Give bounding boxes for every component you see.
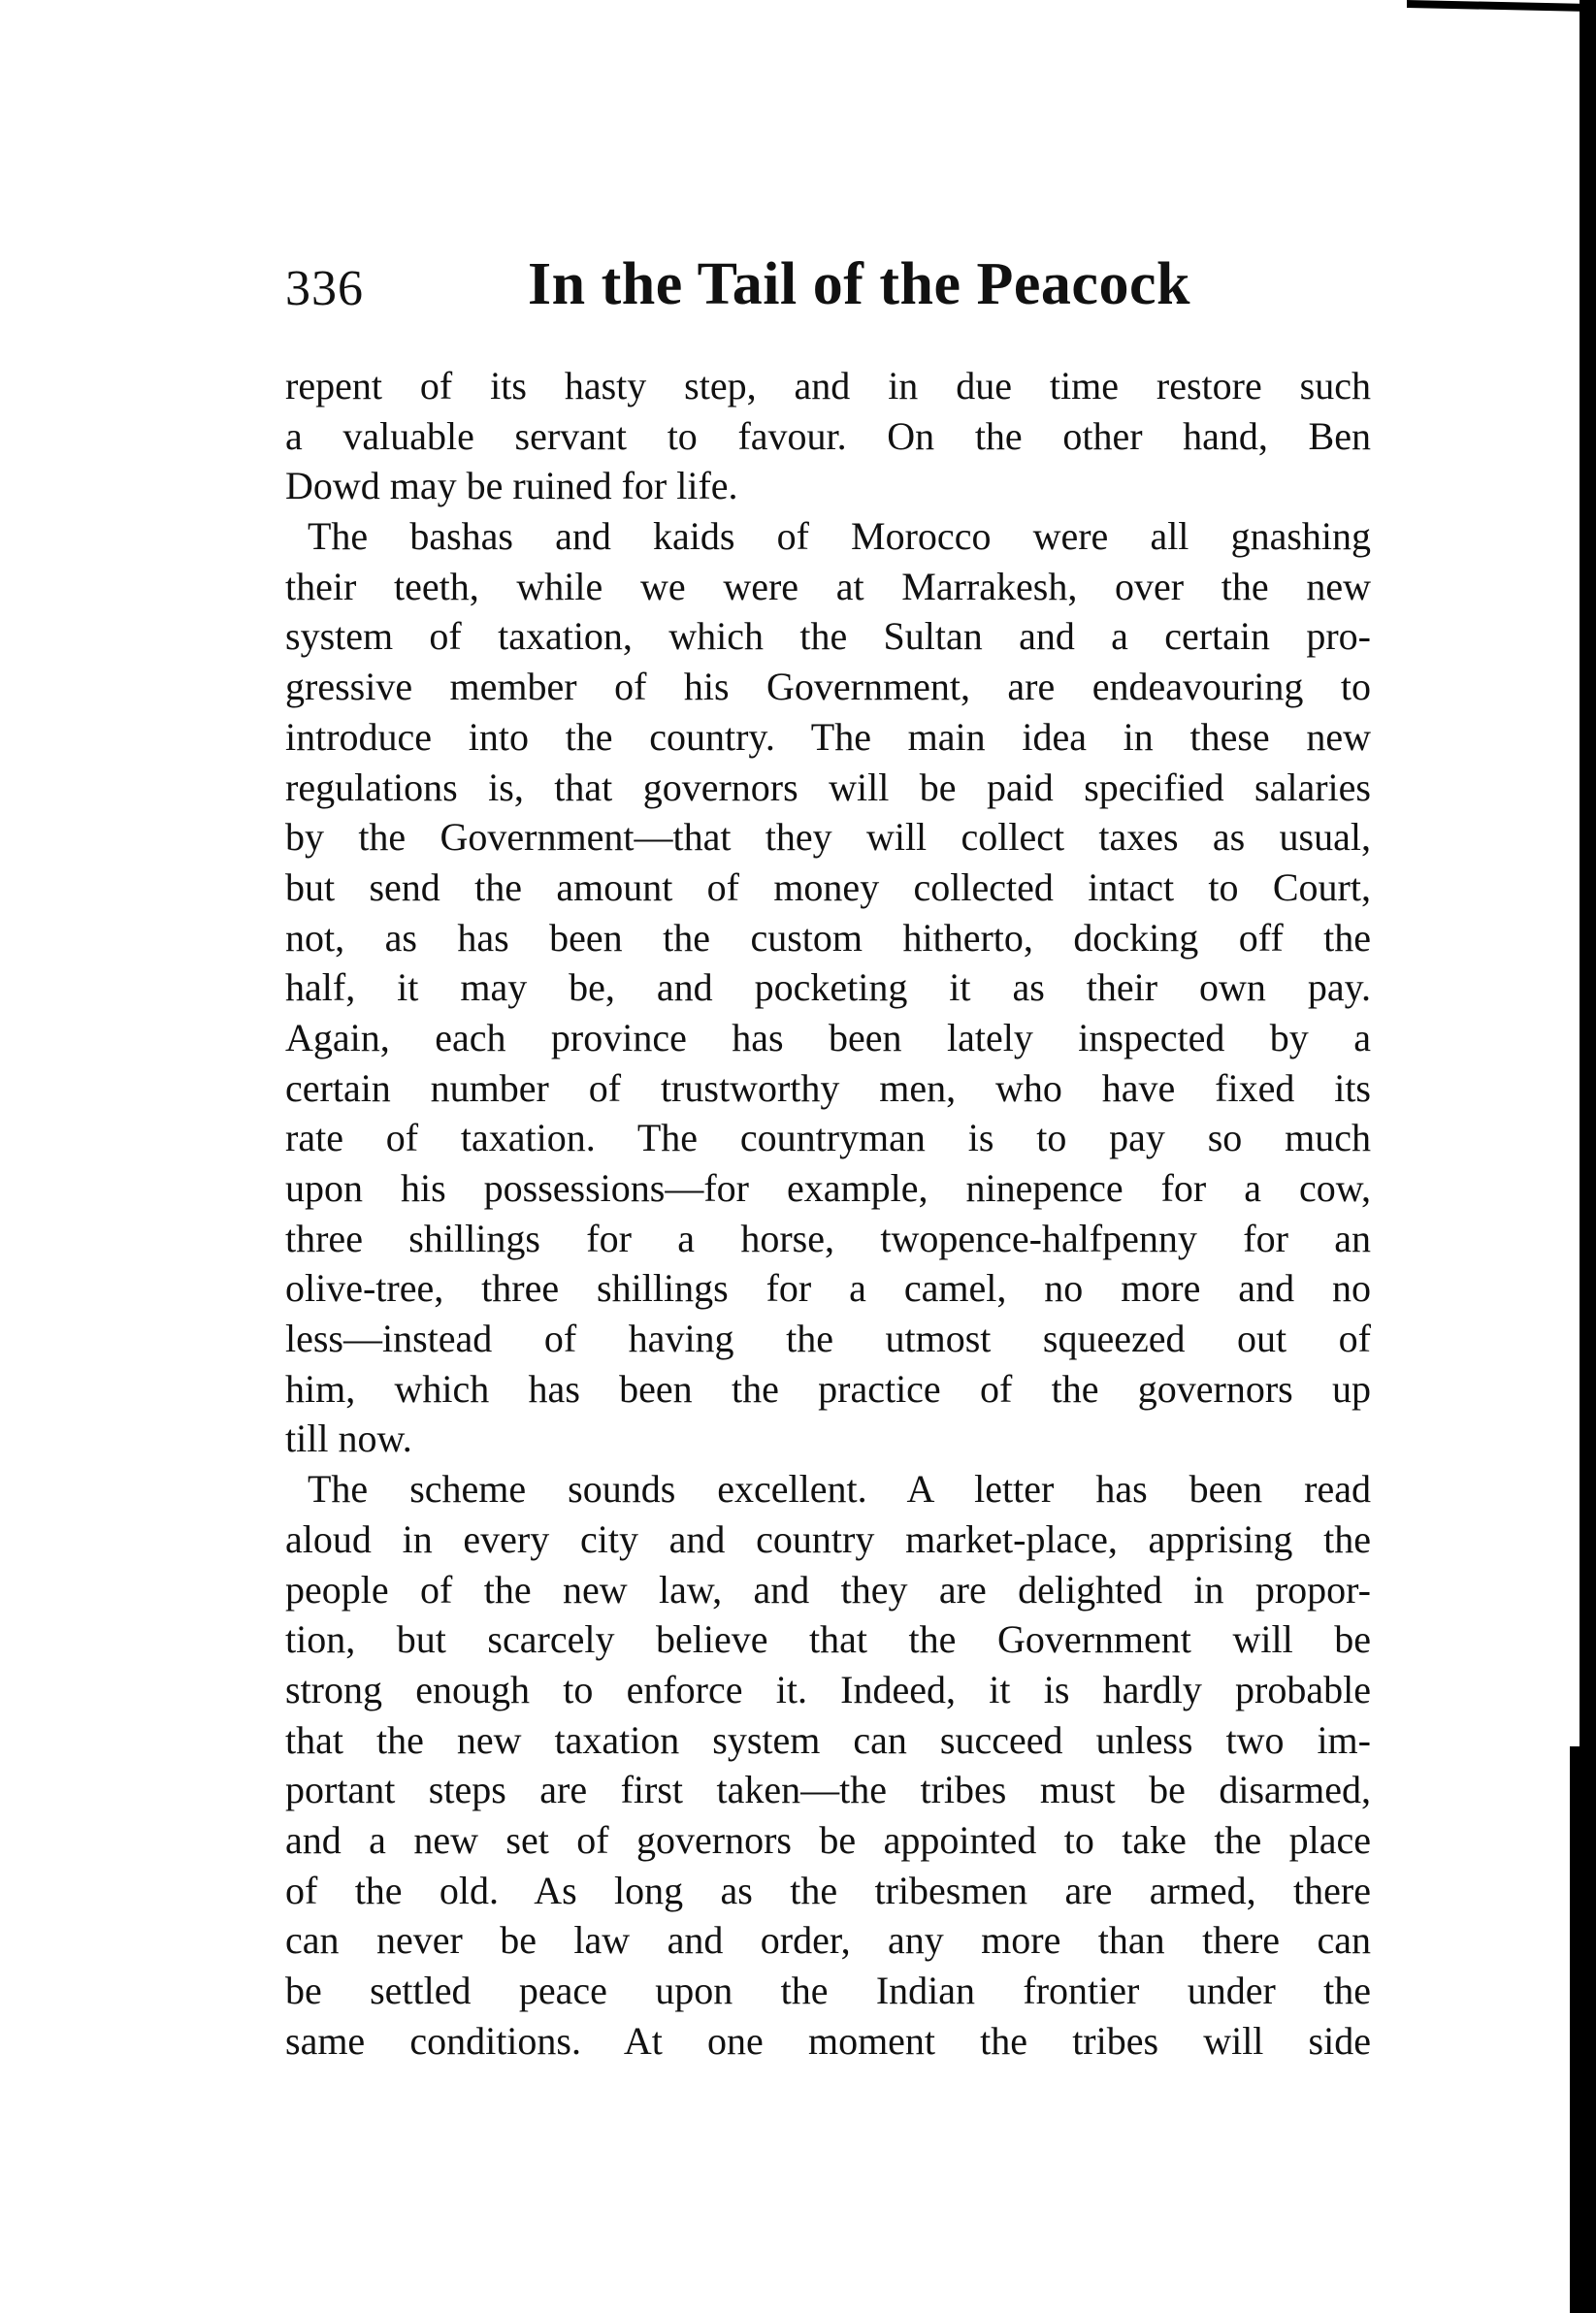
- text-line: The bashas and kaids of Morocco were all gnashing: [308, 514, 1371, 559]
- text-line: gressive member of his Government, are endeavouring to: [285, 665, 1371, 709]
- text-line: repent of its hasty step, and in due time restore such: [285, 364, 1371, 407]
- text-line: strong enough to enforce it. Indeed, it is hardly probable: [285, 1667, 1371, 1711]
- text-line: same conditions. At one moment the tribes will side: [285, 2018, 1371, 2063]
- text-line: not, as has been the custom hitherto, docking off the: [285, 915, 1371, 960]
- text-line: till now.: [285, 1417, 412, 1461]
- page-number: 336: [285, 261, 364, 316]
- running-title: In the Tail of the Peacock: [528, 251, 1190, 317]
- text-line: but send the amount of money collected intact to Court,: [285, 864, 1371, 909]
- text-line: Again, each province has been lately inspected by a: [285, 1015, 1371, 1059]
- text-line: rate of taxation. The countryman is to pay so much: [285, 1116, 1371, 1160]
- text-line: a valuable servant to favour. On the other hand, Ben: [285, 413, 1371, 458]
- text-line: introduce into the country. The main idea in these new: [285, 714, 1371, 759]
- text-line: be settled peace upon the Indian frontier under the: [285, 1969, 1371, 2012]
- text-line: their teeth, while we were at Marrakesh, over the new: [285, 564, 1371, 608]
- text-line: half, it may be, and pocketing it as their own pay.: [285, 965, 1371, 1010]
- text-line: system of taxation, which the Sultan and a certain pro-: [285, 614, 1371, 659]
- text-line: The scheme sounds excellent. A letter has been read: [308, 1467, 1371, 1512]
- text-line: portant steps are first taken—the tribes must be disarmed,: [285, 1768, 1371, 1812]
- text-line: and a new set of governors be appointed to take the place: [285, 1817, 1371, 1862]
- text-line: upon his possessions—for example, ninepence for a cow,: [285, 1166, 1371, 1210]
- text-line: certain number of trustworthy men, who have fixed its: [285, 1065, 1371, 1110]
- scan-edge-shadow: [1570, 1746, 1581, 2313]
- text-line: less—instead of having the utmost squeezed out of: [285, 1317, 1371, 1361]
- text-line: regulations is, that governors will be paid specified salaries: [285, 765, 1371, 809]
- text-line: him, which has been the practice of the governors up: [285, 1366, 1371, 1411]
- body-text: [285, 361, 1371, 2066]
- text-line: aloud in every city and country market-place, apprising the: [285, 1516, 1371, 1561]
- text-line: three shillings for a horse, twopence-halfpenny for an: [285, 1216, 1371, 1260]
- text-line: by the Government—that they will collect taxes as usual,: [285, 815, 1371, 860]
- text-line: olive-tree, three shillings for a camel, no more and no: [285, 1266, 1371, 1311]
- text-line: Dowd may be ruined for life.: [285, 464, 738, 508]
- text-line: tion, but scarcely believe that the Government will be: [285, 1617, 1371, 1662]
- text-line: of the old. As long as the tribesmen are armed, there: [285, 1868, 1371, 1912]
- text-line: people of the new law, and they are delighted in propor-: [285, 1567, 1371, 1612]
- text-line: that the new taxation system can succeed unless two im-: [285, 1717, 1371, 1762]
- scan-edge-top: [1407, 0, 1596, 12]
- text-line: can never be law and order, any more than there can: [285, 1918, 1371, 1963]
- scan-edge-right: [1580, 0, 1596, 2313]
